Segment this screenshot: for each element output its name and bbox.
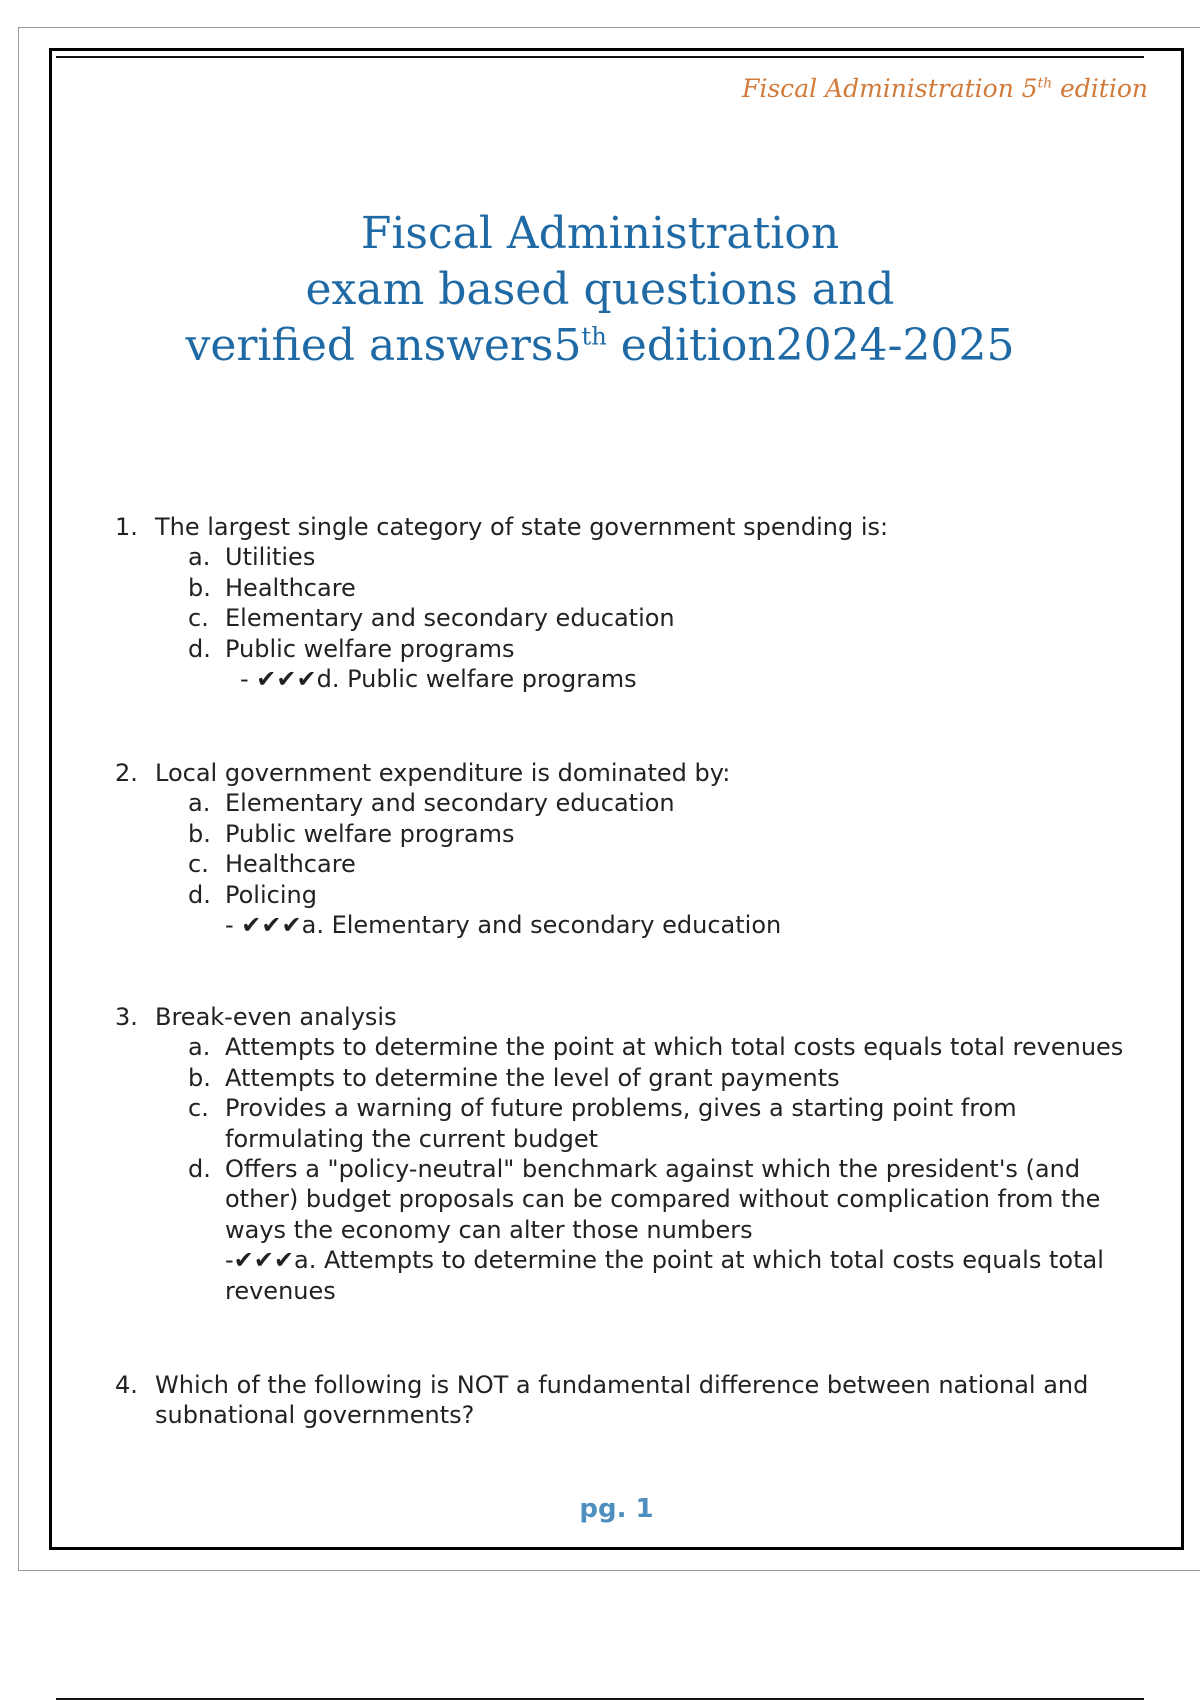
option-d [188,880,1135,910]
option-text: Utilities [225,543,316,572]
question-4 [115,1370,1135,1431]
question-text: Break-even analysis [155,1003,397,1031]
question-number: 2. [115,759,138,787]
option-text: Public welfare programs [225,634,515,663]
question-2 [115,758,1135,940]
question-number: 4. [115,1371,138,1399]
option-text: Offers a "policy-neutral" benchmark against which the president's (and other) budget proposals can be compared without complication from the ways the economy can alter those numbers [225,1155,1101,1244]
title-line-3-text: verified answers5 [185,320,582,371]
option-list [188,542,1135,694]
question-3 [115,1002,1135,1306]
question-number: 1. [115,513,138,541]
option-text: Healthcare [225,573,356,602]
option-letter: a. [188,1033,211,1062]
option-a [188,1032,1135,1062]
question-1 [115,512,1135,694]
title-line-2: exam based questions and [305,264,895,315]
option-d [188,634,1135,664]
option-letter: a. [188,789,211,818]
running-header-edition: edition [1052,74,1148,103]
option-letter: b. [188,573,211,602]
option-c [188,849,1135,879]
title-line-1: Fiscal Administration [360,208,840,259]
option-b [188,1063,1135,1093]
running-header [742,74,1148,103]
running-header-superscript: th [1037,75,1053,92]
option-letter: b. [188,819,211,848]
option-c [188,1093,1135,1154]
option-letter: c. [188,1094,209,1123]
option-a [188,542,1135,572]
question-number: 3. [115,1003,138,1031]
option-letter: c. [188,604,209,633]
option-d [188,1154,1135,1245]
option-letter: c. [188,850,209,879]
title-line-3-edition: edition2024-2025 [606,320,1015,371]
option-text: Public welfare programs [225,819,515,848]
document-title [0,206,1200,374]
page-number: pg. 1 [579,1494,654,1524]
option-letter: d. [188,1155,211,1184]
option-b [188,819,1135,849]
option-list [188,788,1135,940]
option-b [188,573,1135,603]
option-list [188,1032,1135,1306]
answer-key: - ✔✔✔a. Elementary and secondary education [225,911,782,940]
top-divider [56,56,1144,58]
question-text: The largest single category of state government spending is: [155,513,889,541]
running-header-title: Fiscal Administration 5 [742,74,1038,103]
option-text: Elementary and secondary education [225,604,675,633]
option-text: Provides a warning of future problems, gives a starting point from formulating the current budget [225,1094,1017,1153]
option-c [188,603,1135,633]
answer-key: - ✔✔✔d. Public welfare programs [240,665,637,694]
title-superscript: th [581,322,607,351]
answer-key: -✔✔✔a. Attempts to determine the point at which total costs equals total revenues [225,1246,1112,1305]
option-text: Policing [225,880,317,909]
option-text: Elementary and secondary education [225,789,675,818]
option-letter: d. [188,880,211,909]
option-text: Attempts to determine the point at which total costs equals total revenues [225,1033,1124,1062]
option-letter: d. [188,634,211,663]
title-line-3 [0,318,1200,374]
option-a [188,788,1135,818]
question-text: Local government expenditure is dominated by: [155,759,731,787]
option-text: Attempts to determine the level of grant payments [225,1063,840,1092]
option-letter: b. [188,1063,211,1092]
option-letter: a. [188,543,211,572]
question-text: Which of the following is NOT a fundamental difference between national and subnational governments? [155,1371,1089,1430]
option-text: Healthcare [225,850,356,879]
